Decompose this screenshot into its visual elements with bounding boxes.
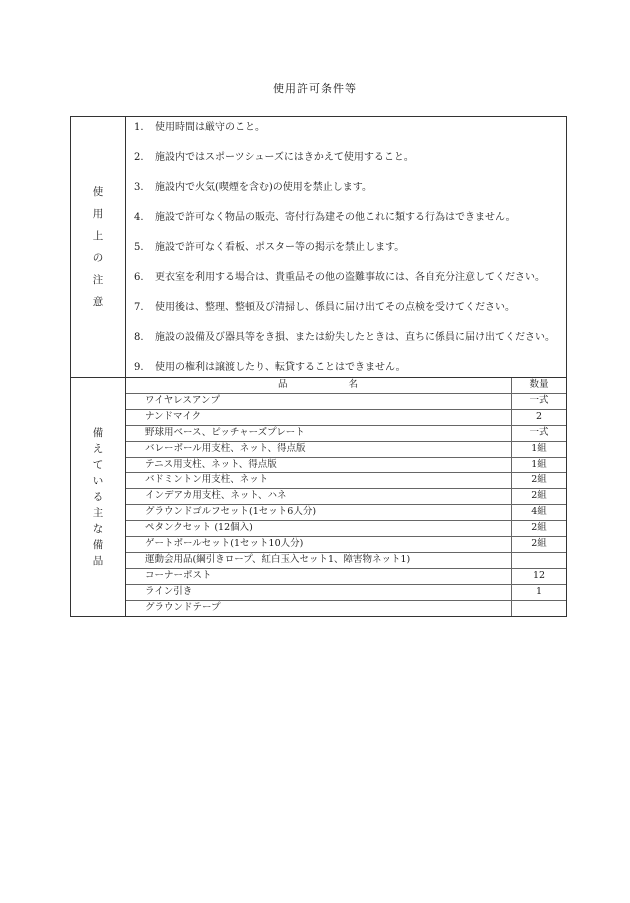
- table-row: [126, 489, 566, 505]
- item-name: ライン引き: [126, 584, 512, 600]
- item-name: テニス用支柱、ネット、得点版: [126, 457, 512, 473]
- item-quantity: 4組: [512, 505, 567, 521]
- rule-text: 使用時間は厳守のこと。: [155, 122, 265, 133]
- rule-text: 使用後は、整理、整頓及び清掃し、係員に届け出てその点検を受けてください。: [155, 302, 515, 313]
- table-row: [126, 600, 566, 615]
- label-char: い: [92, 474, 104, 487]
- rule-number: 7.: [134, 302, 144, 313]
- table-row: [126, 584, 566, 600]
- rule-number: 1.: [134, 122, 144, 133]
- rule-item: [126, 210, 560, 225]
- rule-number: 3.: [134, 182, 144, 193]
- item-name: コーナーポスト: [126, 568, 512, 584]
- table-row: [126, 505, 566, 521]
- quantity-header: 数量: [512, 378, 567, 393]
- item-name: バレーボール用支柱、ネット、得点版: [126, 441, 512, 457]
- rule-text: 施設で許可なく物品の販売、寄付行為建その他これに類する行為はできません。: [155, 212, 516, 223]
- item-quantity: 2組: [512, 537, 567, 553]
- rule-text: 使用の権利は譲渡したり、転貸することはできません。: [155, 362, 406, 373]
- item-name: 野球用ベース、ピッチャーズプレート: [126, 425, 512, 441]
- label-char: 注: [92, 274, 104, 286]
- item-name-header: [126, 378, 512, 393]
- rule-number: 4.: [134, 212, 144, 223]
- item-quantity: [512, 600, 567, 615]
- rule-text: 施設で許可なく看板、ポスター等の掲示を禁止します。: [155, 242, 405, 253]
- table-row: [126, 409, 566, 425]
- rule-text: 施設の設備及び器具等をき損、または紛失したときは、直ちに係員に届け出てください。: [155, 332, 555, 343]
- item-name: 運動会用品(綱引きロープ、紅白玉入セット1、障害物ネット1): [126, 552, 512, 568]
- document-title: 使用許可条件等: [273, 82, 357, 95]
- rule-number: 6.: [134, 272, 144, 283]
- usage-notes-row: [71, 117, 567, 378]
- item-name: グラウンドテープ: [145, 601, 221, 613]
- item-name: バドミントン用支柱、ネット: [126, 473, 512, 489]
- equipment-cell: [126, 378, 567, 617]
- item-name: インデアカ用支柱、ネット、ハネ: [126, 489, 512, 505]
- rule-item: [126, 270, 560, 285]
- item-quantity: 2組: [512, 473, 567, 489]
- item-name: ゲートボールセット(1セット10人分): [126, 537, 512, 553]
- label-char: 主: [92, 506, 104, 519]
- header-char: 名: [348, 379, 360, 390]
- label-char: る: [92, 490, 104, 503]
- item-quantity: 2組: [512, 521, 567, 537]
- table-row: [126, 537, 566, 553]
- item-quantity: 2組: [512, 489, 567, 505]
- label-char: え: [92, 442, 104, 455]
- label-char: 備: [92, 426, 104, 439]
- table-row: [126, 568, 566, 584]
- item-quantity: 1: [512, 584, 567, 600]
- rule-item: [126, 180, 560, 195]
- rule-item: [126, 330, 560, 345]
- item-quantity: [512, 552, 567, 568]
- conditions-table: [70, 116, 567, 617]
- label-char: な: [92, 522, 104, 535]
- rule-item: [126, 120, 560, 135]
- label-char: 用: [92, 208, 104, 220]
- item-name: ナンドマイク: [126, 409, 512, 425]
- label-char: 上: [92, 230, 104, 242]
- table-row: [126, 473, 566, 489]
- label-char: 備: [92, 538, 104, 551]
- item-quantity: 1組: [512, 441, 567, 457]
- table-row: [126, 393, 566, 409]
- rule-item: [126, 300, 560, 315]
- item-name: ワイヤレスアンプ: [126, 393, 512, 409]
- rule-number: 8.: [134, 332, 144, 343]
- rule-item: [126, 240, 560, 255]
- rule-text: 施設内ではスポーツシューズにはきかえて使用すること。: [155, 152, 414, 163]
- rule-item: [126, 360, 560, 375]
- equipment-table: [126, 378, 566, 616]
- rule-text: 更衣室を利用する場合は、貴重品その他の盗難事故には、各自充分注意してください。: [155, 272, 545, 283]
- header-char: 品: [277, 379, 289, 390]
- rule-number: 9.: [134, 362, 144, 373]
- usage-rules-list: [126, 117, 566, 377]
- item-quantity: 2: [512, 409, 567, 425]
- rule-item: [126, 150, 560, 165]
- equipment-header-row: [126, 378, 566, 393]
- item-quantity: 一式: [512, 425, 567, 441]
- table-row: [126, 521, 566, 537]
- item-name: ペタンクセット (12個入): [126, 521, 512, 537]
- label-char: の: [92, 252, 104, 264]
- rule-number: 2.: [134, 152, 144, 163]
- table-row: [126, 552, 566, 568]
- label-char: て: [92, 458, 104, 471]
- usage-notes-label: [71, 117, 126, 378]
- item-name: グラウンドゴルフセット(1セット6人分): [126, 505, 512, 521]
- item-quantity: 一式: [512, 393, 567, 409]
- table-row: [126, 441, 566, 457]
- rule-text: 施設内で火気(喫煙を含む)の使用を禁止します。: [155, 182, 373, 193]
- label-char: 意: [92, 296, 104, 308]
- table-row: [126, 457, 566, 473]
- item-quantity: 12: [512, 568, 567, 584]
- item-quantity: 1組: [512, 457, 567, 473]
- table-row: [126, 425, 566, 441]
- label-char: 品: [92, 554, 104, 567]
- label-char: 使: [92, 186, 104, 198]
- usage-rules-cell: [126, 117, 567, 378]
- equipment-row: [71, 378, 567, 617]
- equipment-label: [71, 378, 126, 617]
- rule-number: 5.: [134, 242, 144, 253]
